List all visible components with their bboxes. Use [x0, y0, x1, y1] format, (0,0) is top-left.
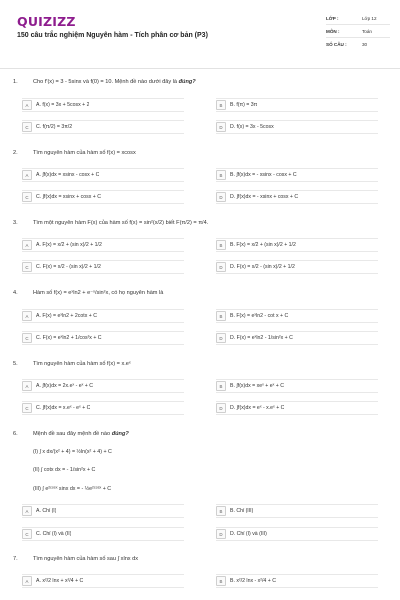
meta-label: SỐ CÂU :: [326, 41, 347, 47]
option-letter-badge: C: [22, 529, 32, 539]
option-text: A. F(x) = eˣln2 + 2cotx + C: [36, 313, 97, 319]
question-number: 6.: [13, 431, 18, 437]
question-number: 4.: [13, 290, 18, 296]
option-text: C. F(x) = eˣln2 + 1/cos²x + C: [36, 335, 102, 341]
question-number: 1.: [13, 79, 18, 85]
option-text: D. F(x) = x/2 - (sin x)/2 + 1/2: [230, 264, 295, 270]
option-letter-badge: D: [216, 192, 226, 202]
statement-3: (III) ∫ e²ᶜᵒˢˣ sinx dx = - ½e²ᶜᵒˢˣ + C: [33, 486, 112, 492]
option-d[interactable]: [216, 260, 378, 274]
page-title: 150 câu trắc nghiệm Nguyên hàm - Tích phân cơ bản (P3): [17, 32, 208, 39]
question-emphasis: đúng?: [111, 431, 129, 437]
option-letter-badge: B: [216, 576, 226, 586]
option-text: C. ∫f(x)dx = x.eˣ - eˣ + C: [36, 405, 91, 411]
option-d[interactable]: [216, 120, 378, 134]
option-letter-badge: C: [22, 122, 32, 132]
option-letter-badge: A: [22, 170, 32, 180]
option-text: A. x²/2 lnx + x²/4 + C: [36, 578, 84, 584]
option-letter-badge: C: [22, 262, 32, 272]
option-text: B. f(π) = 3π: [230, 102, 258, 108]
option-letter-badge: B: [216, 100, 226, 110]
option-c[interactable]: [22, 331, 184, 345]
option-d[interactable]: [216, 527, 378, 541]
option-text: B. x²/2 lnx - x²/4 + C: [230, 578, 276, 584]
question-number: 3.: [13, 220, 18, 226]
option-c[interactable]: [22, 120, 184, 134]
option-a[interactable]: [22, 379, 184, 393]
option-text: B. ∫f(x)dx = - xsinx - cosx + C: [230, 172, 297, 178]
meta-row-subject: [326, 25, 390, 38]
option-c[interactable]: [22, 527, 184, 541]
option-c[interactable]: [22, 190, 184, 204]
question-number: 7.: [13, 556, 18, 562]
question-text: Tìm nguyên hàm của hàm số f(x) = x.eˣ: [33, 361, 131, 367]
option-letter-badge: A: [22, 100, 32, 110]
option-text: D. F(x) = eˣln2 - 1/sin²x + C: [230, 335, 293, 341]
question-number: 2.: [13, 150, 18, 156]
option-a[interactable]: [22, 238, 184, 252]
option-text: A. Chỉ (I): [36, 508, 57, 514]
header-divider: [0, 68, 400, 69]
option-b[interactable]: [216, 98, 378, 112]
option-a[interactable]: [22, 309, 184, 323]
option-a[interactable]: [22, 504, 184, 518]
option-d[interactable]: [216, 331, 378, 345]
option-b[interactable]: [216, 168, 378, 182]
option-b[interactable]: [216, 238, 378, 252]
option-text: C. ∫f(x)dx = xsinx + cosx + C: [36, 194, 101, 200]
option-text: B. Chỉ (III): [230, 508, 254, 514]
option-text: B. ∫f(x)dx = xeˣ + eˣ + C: [230, 383, 284, 389]
question-text: Tìm nguyên hàm của hàm số sau ∫ xlnx dx: [33, 556, 139, 562]
quizizz-logo: QUIZIZZ: [17, 14, 76, 29]
option-b[interactable]: [216, 574, 378, 588]
meta-value: 30: [362, 41, 368, 47]
option-a[interactable]: [22, 98, 184, 112]
meta-value: Toán: [362, 28, 372, 34]
option-letter-badge: C: [22, 192, 32, 202]
option-letter-badge: A: [22, 576, 32, 586]
option-letter-badge: C: [22, 403, 32, 413]
option-b[interactable]: [216, 309, 378, 323]
option-a[interactable]: [22, 574, 184, 588]
meta-table: [326, 12, 390, 50]
question-text: Hàm số f(x) = eˣln2 + e⁻ˣ/sin²x, có họ nguyên hàm là: [33, 290, 164, 296]
statement-1: (I) ∫ x dx/(x² + 4) = ½ln(x² + 4) + C: [33, 449, 112, 455]
option-text: A. f(x) = 3x + 5cosx + 2: [36, 102, 90, 108]
question-number: 5.: [13, 361, 18, 367]
statement-2: (II) ∫ cotx dx = - 1/sin²x + C: [33, 467, 96, 473]
option-letter-badge: D: [216, 262, 226, 272]
question-emphasis: đúng?: [178, 79, 196, 85]
meta-label: LỚP :: [326, 15, 339, 21]
option-letter-badge: A: [22, 240, 32, 250]
option-text: C. Chỉ (I) và (II): [36, 531, 72, 537]
option-c[interactable]: [22, 260, 184, 274]
option-text: A. ∫f(x)dx = xsinx - cosx + C: [36, 172, 100, 178]
option-letter-badge: B: [216, 170, 226, 180]
meta-value: Lớp 12: [362, 15, 377, 21]
option-letter-badge: D: [216, 333, 226, 343]
option-c[interactable]: [22, 401, 184, 415]
option-letter-badge: B: [216, 506, 226, 516]
question-text: Cho f'(x) = 3 - 5sinx và f(0) = 10. Mệnh đề nào dưới đây là đúng?: [33, 79, 196, 85]
option-text: A. F(x) = x/2 + (sin x)/2 + 1/2: [36, 242, 102, 248]
option-letter-badge: D: [216, 122, 226, 132]
option-text: B. F(x) = eˣln2 - cot x + C: [230, 313, 289, 319]
option-letter-badge: C: [22, 333, 32, 343]
option-d[interactable]: [216, 190, 378, 204]
option-text: D. ∫f(x)dx = - xsinx + cosx + C: [230, 194, 299, 200]
question-text: Tìm nguyên hàm của hàm số f(x) = xcosx: [33, 150, 136, 156]
option-letter-badge: B: [216, 240, 226, 250]
option-letter-badge: B: [216, 311, 226, 321]
option-letter-badge: B: [216, 381, 226, 391]
meta-row-grade: [326, 12, 390, 25]
option-letter-badge: D: [216, 403, 226, 413]
option-text: D. Chỉ (I) và (III): [230, 531, 267, 537]
question-text: Tìm một nguyên hàm F(x) của hàm số f(x) = sin²(x/2) biết F(π/2) = π/4.: [33, 220, 209, 226]
option-text: A. ∫f(x)dx = 2x.eˣ - eˣ + C: [36, 383, 94, 389]
meta-label: MÔN :: [326, 28, 340, 34]
question-text: Mệnh đề sau đây mệnh đề nào đúng?: [33, 431, 129, 437]
option-text: C. f(π/2) = 3π/2: [36, 124, 73, 130]
option-text: B. F(x) = x/2 + (sin x)/2 + 1/2: [230, 242, 296, 248]
meta-row-count: [326, 38, 390, 50]
option-b[interactable]: [216, 504, 378, 518]
option-letter-badge: A: [22, 311, 32, 321]
page-header: [0, 0, 400, 62]
option-text: C. F(x) = x/2 - (sin x)/2 + 1/2: [36, 264, 101, 270]
option-letter-badge: A: [22, 381, 32, 391]
option-text: D. f(x) = 3x - 5cosx: [230, 124, 274, 130]
option-a[interactable]: [22, 168, 184, 182]
option-d[interactable]: [216, 401, 378, 415]
option-text: D. ∫f(x)dx = eˣ - x.eˣ + C: [230, 405, 285, 411]
option-letter-badge: A: [22, 506, 32, 516]
option-letter-badge: D: [216, 529, 226, 539]
option-b[interactable]: [216, 379, 378, 393]
